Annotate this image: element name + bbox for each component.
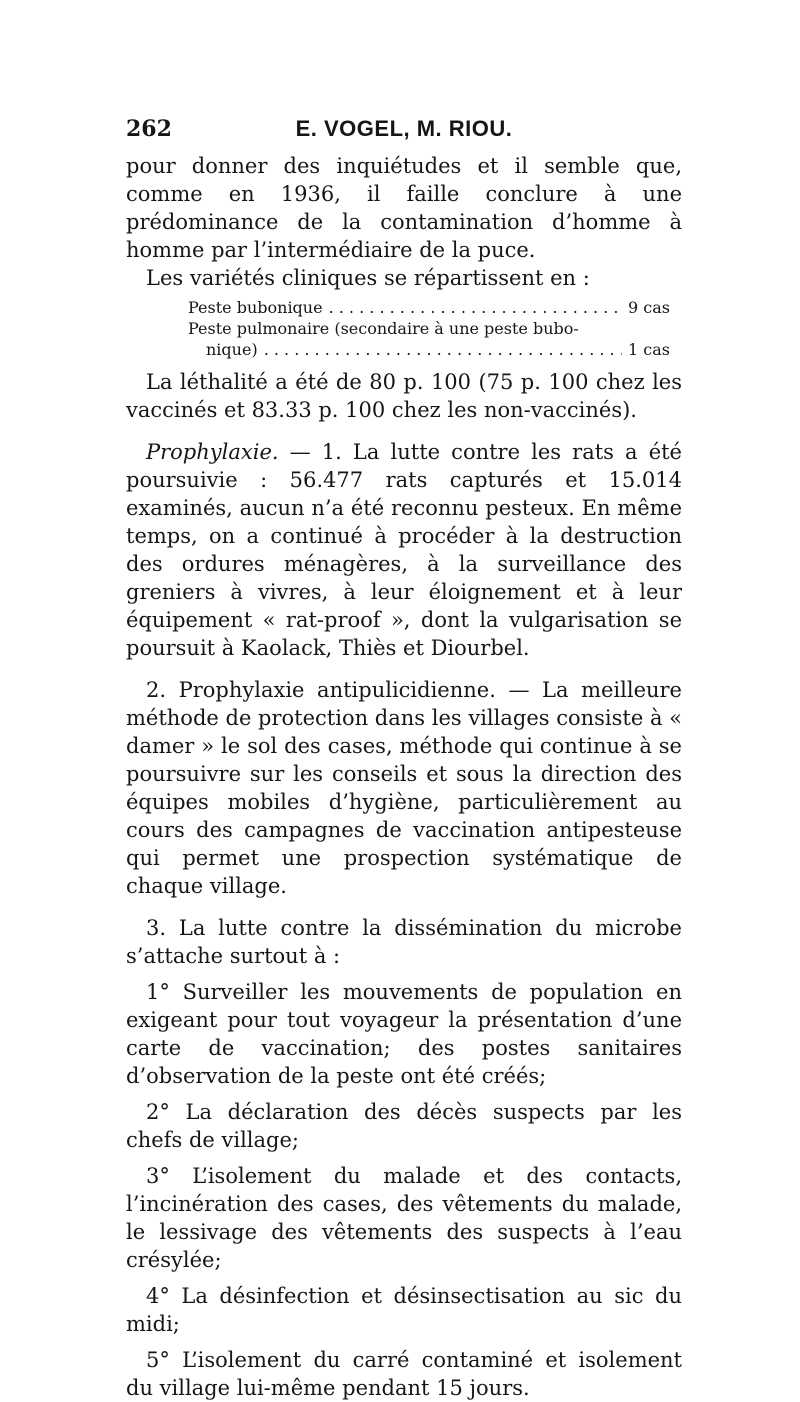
running-head: E. VOGEL, M. RIOU. [295, 116, 513, 141]
page-header [126, 116, 682, 146]
prophylaxie-text: — 1. La lutte contre les rats a été poursuivie : 56.477 rats capturés et 15.014 examinés, aucun n’a été reconnu pesteux. En même temps, on a continué à procéder à la destruction des ordures ménagères, à la surveillance des greniers à vivres, à leur éloignement et à leur équipement « rat-proof », dont la vulgarisation se poursuit à Kaolack, Thiès et Diourbel. [126, 440, 682, 660]
clinical-label-continued: nique) [206, 340, 258, 359]
clinical-label: Peste bubonique [188, 298, 323, 317]
page-body [126, 152, 682, 1402]
paragraph-lethality: La léthalité a été de 80 p. 100 (75 p. 100 chez les vaccinés et 83.33 p. 100 chez les non-vaccinés). [126, 370, 682, 422]
paragraph-intro: pour donner des inquiétudes et il semble que, comme en 1936, il faille conclure à une prédominance de la contamination d’homme à homme par l’intermédiaire de la puce. [126, 154, 682, 262]
measure-item: 3° L’isolement du malade et des contacts, l’incinération des cases, des vêtements du malade, le lessivage des vêtements des suspects à l’eau crésylée; [126, 1164, 682, 1272]
clinical-row-pulmonary-line2 [188, 339, 682, 360]
clinical-row-pulmonary-line1 [188, 318, 682, 339]
clinical-count: 1 cas [628, 340, 670, 359]
measure-item: 4° La désinfection et désinsectisation au sic du midi; [126, 1284, 682, 1336]
clinical-varieties-list [188, 297, 682, 360]
clinical-row-bubonic [188, 297, 682, 318]
measure-item: 5° L’isolement du carré contaminé et isolement du village lui-même pendant 15 jours. [126, 1348, 682, 1400]
measure-item: 1° Surveiller les mouvements de population en exigeant pour tout voyageur la présentation d’une carte de vaccination; des postes sanitaires d’observation de la peste ont été créés; [126, 980, 682, 1088]
leader-dots [264, 339, 622, 360]
paragraph-antipulicidal: 2. Prophylaxie antipulicidienne. — La meilleure méthode de protection dans les villages consiste à « damer » le sol des cases, méthode qui continue à se poursuivre sur les conseils et sous la direction des équipes mobiles d’hygiène, particulièrement au cours des campagnes de vaccination antipesteuse qui permet une prospection systématique de chaque village. [126, 678, 682, 898]
page-number: 262 [126, 116, 172, 142]
clinical-count: 9 cas [628, 298, 670, 317]
clinical-label: Peste pulmonaire (secondaire à une peste bubo- [188, 319, 579, 338]
prophylaxie-title: Prophylaxie. [146, 440, 279, 464]
measure-item: 2° La déclaration des décès suspects par les chefs de village; [126, 1100, 682, 1152]
paragraph-clinical-varieties: Les variétés cliniques se répartissent en : [146, 266, 590, 290]
paragraph-prophylaxie [126, 438, 682, 662]
paragraph-dissemination: 3. La lutte contre la dissémination du microbe s’attache surtout à : [126, 916, 682, 968]
leader-dots [329, 297, 622, 318]
